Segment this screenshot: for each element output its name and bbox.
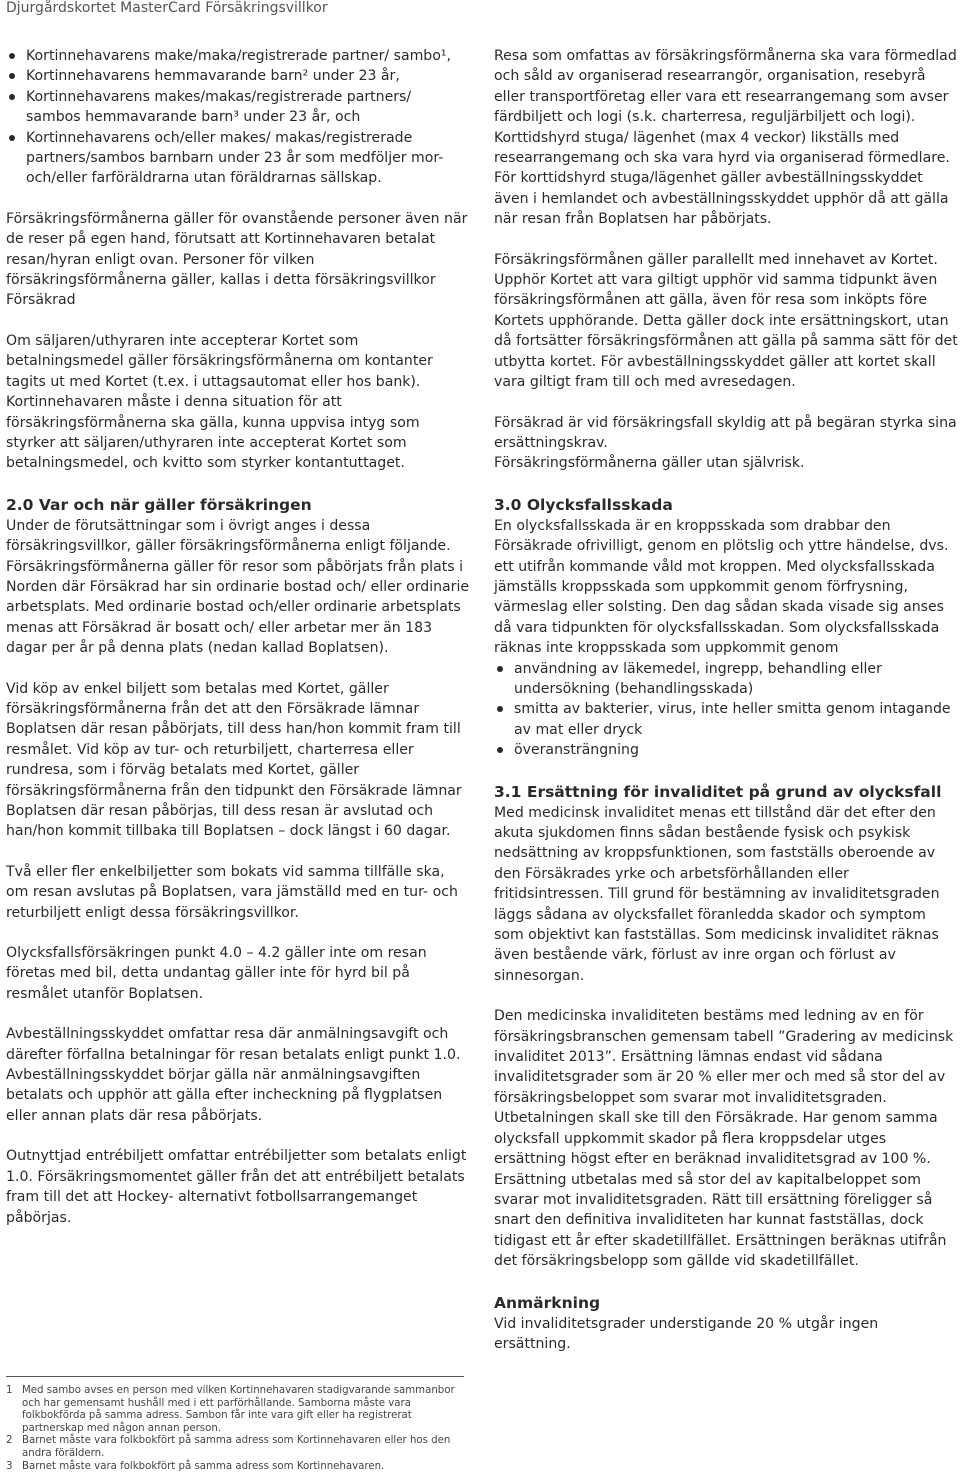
- footnote: 2 Barnet måste vara folkbokfört på samma adress som Kortinnehavaren eller hos den andra föräldern.: [6, 1435, 451, 1459]
- list-item: Kortinnehavarens make/maka/registrerade partner/ sambo¹,: [6, 46, 470, 66]
- exclusions-list: [494, 659, 958, 761]
- paragraph: Avbeställningsskyddet omfattar resa där anmälningsavgift och därefter förfallna betalningar för resan betalats enligt punkt 1.0. Avbeställningsskyddet börjar gälla när anmälningsavgiften betalats och upphör att gälla efter incheckning på flygplatsen eller annan plats där resa påbörjats.: [6, 1026, 461, 1124]
- footnote: 1 Med sambo avses en person med vilken Kortinnehavaren stadigvarande sammanbor och har gemensamt hushåll med i ett parförhållande. Samborna måste vara folkbokförda på samma adress. Sambon får inte vara gift eller ha registrerat partnerskap med någon annan person.: [6, 1385, 455, 1434]
- paragraph: Resa som omfattas av försäkringsförmånerna ska vara förmedlad och såld av organiserad researrangör, organisation, resebyrå eller transportföretag eller vara ett researrangemang som avser färdbiljett och logi (s.k. charterresa, reguljärbiljett och logi). Korttidshyrd stuga/ lägenhet (max 4 veckor) likställs med researrangemang och ska vara hyrd via organiserad förmedlare. För korttidshyrd stuga/lägenhet gäller avbeställningsskyddet även i hemlandet och avbeställningsskyddet upphör då att gälla när resan från Boplatsen har påbörjats.: [494, 48, 957, 228]
- left-column: [6, 46, 470, 1228]
- list-item: Kortinnehavarens makes/makas/registrerade partners/ sambos hemmavarande barn³ under 23 år, och: [6, 87, 470, 128]
- section-heading-3-1: 3.1 Ersättning för invaliditet på grund av olycksfall: [494, 782, 942, 801]
- footnotes: [6, 1376, 464, 1473]
- list-item: Kortinnehavarens och/eller makes/ makas/registrerade partners/sambos barnbarn under 23 år som medföljer mor- och/eller farföräldrarna utan föräldrarnas sällskap.: [6, 128, 470, 189]
- paragraph: Försäkrad är vid försäkringsfall skyldig att på begäran styrka sina ersättningskrav.: [494, 414, 957, 451]
- paragraph: Vid köp av enkel biljett som betalas med Kortet, gäller försäkringsförmånerna från det att den Försäkrade lämnar Boplatsen där resan påbörjats, till dess han/hon kommit fram till resmålet. Vid köp av tur- och returbiljett, charterresa eller rundresa, som i förväg betalats med Kortet, gäller försäkringsförmånerna från den tidpunkt den Försäkrade lämnar Boplatsen där resan påbörjas, till dess resan är avslutad och han/hon kommit tillbaka till Boplatsen – dock längst i 60 dagar.: [6, 680, 462, 840]
- paragraph: En olycksfallsskada är en kroppsskada som drabbar den Försäkrade ofrivilligt, genom en plötslig och yttre händelse, dvs. ett utifrån kommande våld mot kroppen. Med olycksfallsskada jämställs kroppsskada som uppkommit genom förfrysning, värmeslag eller solsting. Den dag sådan skada visade sig anses då vara tidpunkten för olycksfallsskadan. Som olycksfallsskada räknas inte kroppsskada som uppkommit genom: [494, 517, 949, 657]
- section-heading-3-0: 3.0 Olycksfallsskada: [494, 495, 673, 514]
- paragraph: Försäkringsförmånen gäller parallellt med innehavet av Kortet. Upphör Kortet att vara giltigt upphör vid samma tidpunkt även försäkringsförmånen att gälla, även för resa som inköpts före Kortets upphörande. Detta gäller dock inte ersättningskort, utan då fortsätter försäkringsförmånen att gälla på samma sätt för det utbytta kortet. För avbeställningsskyddet gäller att kortet skall vara giltigt fram till och med avresedagen.: [494, 251, 958, 391]
- footnote: 3 Barnet måste vara folkbokfört på samma adress som Kortinnehavaren.: [6, 1460, 385, 1472]
- list-item: användning av läkemedel, ingrepp, behandling eller undersökning (behandlingsskada): [494, 659, 958, 700]
- paragraph: Om säljaren/uthyraren inte accepterar Kortet som betalningsmedel gäller försäkringsförmånerna om kontanter tagits ut med Kortet (t.ex. i uttagsautomat eller hos bank). Kortinnehavaren måste i denna situation för att försäkringsförmånerna ska gälla, kunna uppvisa intyg som styrker att säljaren/uthyraren inte accepterat Kortet som betalningsmedel, och kvitto som styrker kontantuttaget.: [6, 332, 433, 472]
- paragraph: Outnyttjad entrébiljett omfattar entrébiljetter som betalats enligt 1.0. Försäkringsmomentet gäller från det att entrébiljett betalats fram till det att Hockey- alternativt fotbollsarrangemanget påbörjas.: [6, 1148, 467, 1226]
- paragraph: Under de förutsättningar som i övrigt anges i dessa försäkringsvillkor, gäller försäkringsförmånerna enligt följande. Försäkringsförmånerna gäller för resor som påbörjats från plats i Norden där Försäkrad har sin ordinarie bostad och/ eller ordinarie arbetsplats. Med ordinarie bostad och/eller ordinarie arbetsplats menas att Försäkrad är bosatt och/ eller arbetar mer än 183 dagar per år på denna plats (nedan kallad Boplatsen).: [6, 517, 470, 657]
- paragraph: Försäkringsförmånerna gäller utan självrisk.: [494, 455, 805, 472]
- running-header: Djurgårdskortet MasterCard Försäkringsvillkor: [6, 0, 328, 16]
- list-item: smitta av bakterier, virus, inte heller smitta genom intagande av mat eller dryck: [494, 699, 958, 740]
- paragraph: Försäkringsförmånerna gäller för ovanstående personer även när de reser på egen hand, förutsatt att Kortinnehavaren betalat resan/hyran enligt ovan. Personer för vilken försäkringsförmånerna gäller, kallas i detta försäkringsvillkor Försäkrad: [6, 210, 468, 309]
- paragraph: Den medicinska invaliditeten bestäms med ledning av en för försäkringsbranschen gemensam tabell ”Gradering av medicinsk invaliditet 2013”. Ersättning lämnas endast vid sådana invaliditetsgrader som är 20 % eller mer och med så stor del av försäkringsbeloppet som svarar mot invaliditetsgraden. Utbetalningen skall ske till den Försäkrade. Har genom samma olycksfall uppkommit skador på flera kroppsdelar utges ersättning högst efter en beräknad invaliditetsgrad av 100 %. Ersättning utbetalas med så stor del av kapitalbeloppet som svarar mot invaliditetsgraden. Rätt till ersättning föreligger så snart den definitiva invaliditeten har kunnat fastställas, dock tidigast ett år efter skadetillfället. Ersättningen beräknas utifrån det försäkringsbelopp som gällde vid skadetillfället.: [494, 1008, 954, 1270]
- right-column: [494, 46, 958, 1354]
- paragraph: Med medicinsk invaliditet menas ett tillstånd där det efter den akuta sjukdomen finns sådan bestående fysisk och psykisk nedsättning av kroppsfunktionen, som fastställs oberoende av den Försäkrades yrke och arbetsförhållanden eller fritidsintressen. Till grund för bestämning av invaliditetsgraden läggs sådana av olycksfallet föranledda skador och symptom som objektivt kan fastställas. Som medicinsk invaliditet räknas även bestående värk, förlust av inre organ och förlust av sinnesorgan.: [494, 804, 940, 984]
- paragraph: Olycksfallsförsäkringen punkt 4.0 – 4.2 gäller inte om resan företas med bil, detta undantag gäller inte för hyrd bil på resmålet utanför Boplatsen.: [6, 945, 427, 1002]
- insured-persons-list: [6, 46, 470, 189]
- list-item: Kortinnehavarens hemmavarande barn² under 23 år,: [6, 66, 470, 86]
- list-item: överansträngning: [494, 740, 958, 760]
- paragraph: Vid invaliditetsgrader understigande 20 % utgår ingen ersättning.: [494, 1315, 879, 1352]
- paragraph: Två eller fler enkelbiljetter som bokats vid samma tillfälle ska, om resan avslutas på Boplatsen, vara jämställd med en tur- och returbiljett enligt dessa försäkringsvillkor.: [6, 863, 458, 921]
- remark-heading: Anmärkning: [494, 1293, 601, 1312]
- section-heading-2-0: 2.0 Var och när gäller försäkringen: [6, 495, 312, 514]
